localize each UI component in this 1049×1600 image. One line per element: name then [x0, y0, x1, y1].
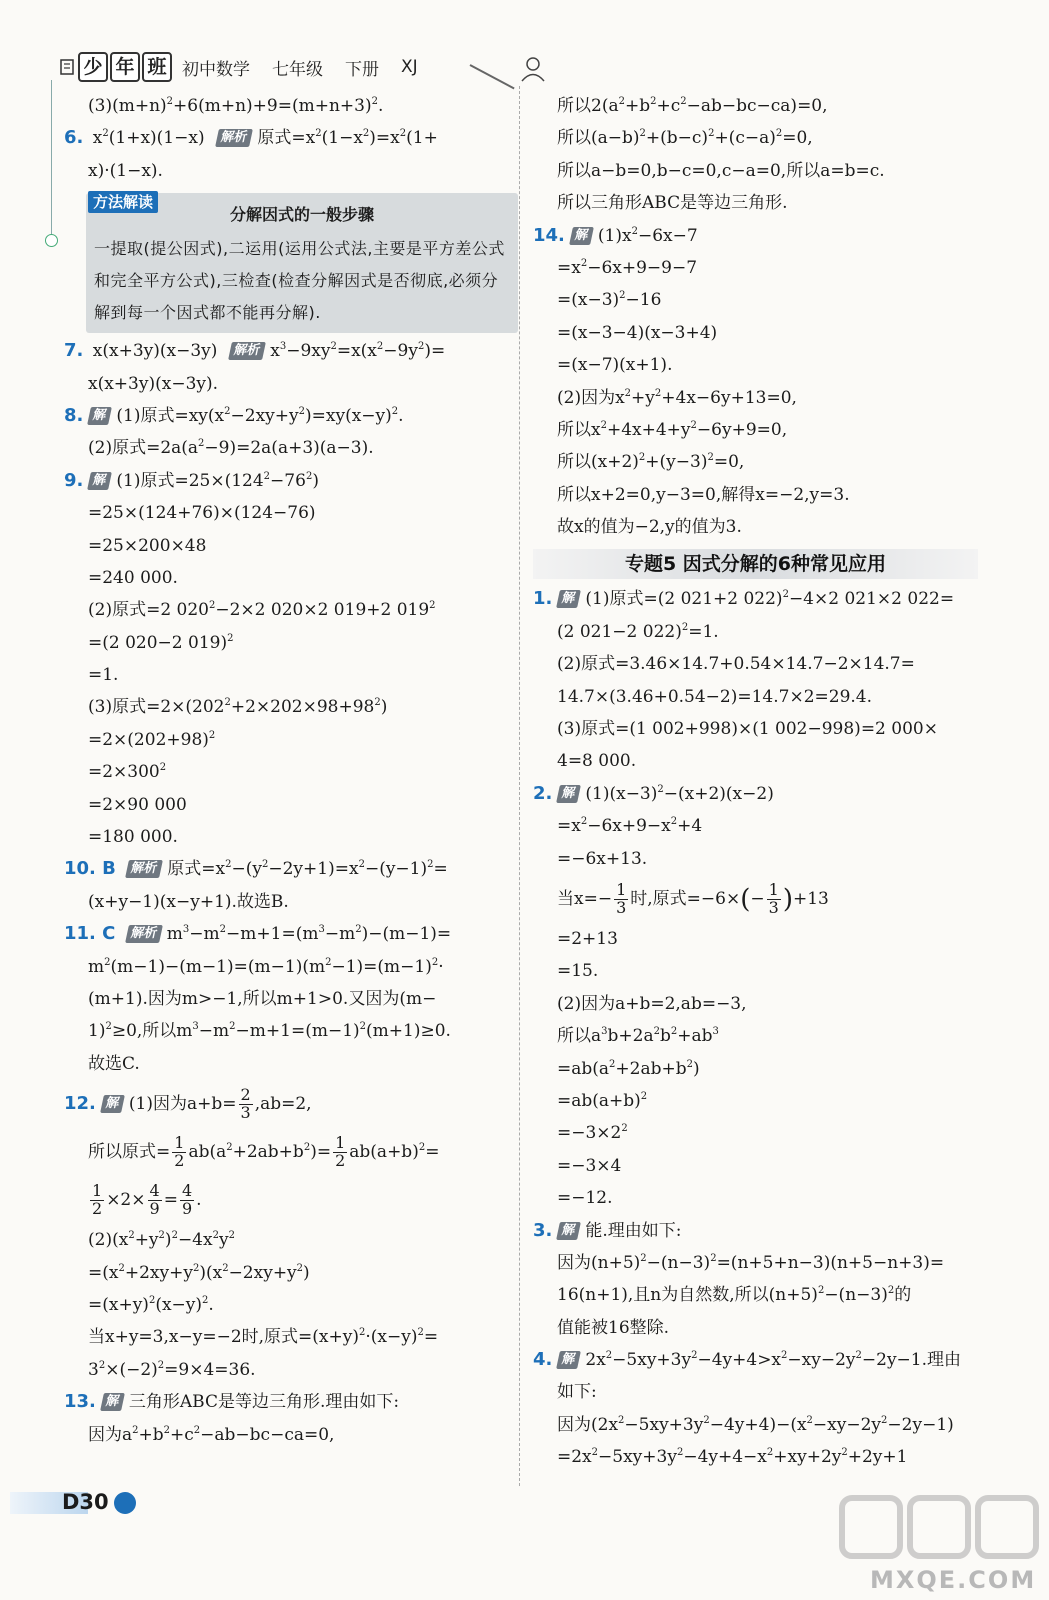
answer-line: $=2\times 300^2$ — [88, 762, 167, 783]
right-column — [533, 90, 978, 1474]
answer-9: 9. 解 (1)原式$=25\times(124^2-76^2)$ — [64, 469, 319, 491]
answer-line: $=-3\times 2^2$ — [557, 1123, 628, 1144]
answer-line: 所以$(a-b)^2+(b-c)^2+(c-a)^2=0$, — [557, 128, 813, 149]
topic-answer-2: 2. 解 $(1)(x-3)^2-(x+2)(x-2)$ — [533, 782, 774, 804]
solution-tag: 解 — [100, 1393, 125, 1411]
answer-line: =2+13 — [557, 928, 618, 949]
answer-line: $=(x-3)^2-16$ — [557, 290, 662, 311]
brand-char: 少 — [78, 52, 108, 82]
fraction: $\frac{1}{3}$ — [768, 880, 779, 917]
topic-answer-3: 3. 解 能.理由如下: — [533, 1219, 682, 1241]
answer-line: 14.7×(3.46+0.54−2)=14.7×2=29.4. — [557, 686, 873, 707]
answer-line: =−3×4 — [557, 1155, 622, 1176]
answer-line: 所以$(x+2)^2+(y-3)^2=0$, — [557, 452, 745, 473]
answer-line: 4=8 000. — [557, 751, 637, 772]
answer-line: (2)原式$=2a(a^2-9)=2a(a+3)(a-3)$. — [88, 438, 374, 459]
solution-tag: 解 — [100, 1095, 125, 1113]
answer-line: =180 000. — [88, 827, 178, 848]
analysis-tag: 解析 — [125, 860, 163, 878]
answer-10: 10. B 解析 原式$=x^2-(y^2-2y+1)=x^2-(y-1)^2=$ — [64, 858, 448, 880]
answer-6: 6. $x^2(1+x)(1-x)$ 解析 原式$=x^2(1-x^2)=x^2(1+$ — [64, 127, 438, 149]
brand-char: 年 — [110, 52, 140, 82]
answer-line: $\frac{1}{2}$ ×2× $\frac{4}{9}$ = $\frac{4}{9}$ . — [92, 1181, 202, 1219]
answer-line: $=ab(a^2+2ab+b^2)$ — [557, 1058, 700, 1079]
answer-line: =15. — [557, 961, 599, 982]
watermark-text: MXQE.COM — [870, 1566, 1037, 1594]
answer-line: 故x的值为−2,y的值为3. — [557, 517, 742, 538]
fraction: $\frac{4}{9}$ — [149, 1181, 160, 1219]
fraction: $\frac{1}{3}$ — [616, 880, 627, 917]
fraction: $\frac{1}{2}$ — [174, 1133, 185, 1171]
answer-line: (2)原式=2 $020^2-2\times 2$ 020×2 019+2 $019^2$ — [88, 600, 436, 621]
answer-line: =1. — [88, 665, 119, 686]
answer-line: 如下: — [557, 1382, 597, 1403]
column-divider — [519, 86, 520, 1486]
solution-tag: 解 — [87, 407, 112, 425]
answer-line: 所以$a^3b+2a^2b^2+ab^3$ — [557, 1026, 719, 1047]
answer-line: =25×200×48 — [88, 535, 207, 556]
binding-line — [51, 80, 52, 240]
solution-tag: 解 — [556, 1351, 581, 1369]
answer-line: 因为$(n+5)^2-(n-3)^2=(n+5+n-3)(n+5-n+3)=$ — [557, 1252, 945, 1273]
answer-line: $=x^2-6x+9-x^2+4$ — [557, 816, 703, 837]
answer-line: $=x^2-6x+9-9-7$ — [557, 257, 698, 278]
answer-7: 7. x(x+3y)(x−3y) 解析 $x^3-9xy^2=x(x^2-9y^2)=$ — [64, 340, 446, 362]
topic-answer-4: 4. 解 $2x^2-5xy+3y^2-4y+4>x^2-xy-2y^2-2y-1$.理由 — [533, 1349, 962, 1371]
method-tag: 方法解读 — [88, 191, 158, 213]
answer-line: $=2x^2-5xy+3y^2-4y+4-x^2+xy+2y^2+2y+1$ — [557, 1447, 908, 1468]
fraction: $\frac{2}{3}$ — [240, 1085, 251, 1123]
answer-line: 当x=− $\frac{1}{3}$ 时,原式=−6×(− $\frac{1}{3}$ )+13 — [557, 880, 829, 917]
answer-line: $3^2\times(-2)^2=9\times 4=36$. — [88, 1359, 256, 1380]
topic-title: 专题5 因式分解的6种常见应用 — [533, 549, 978, 579]
answer-line: =−12. — [557, 1188, 613, 1209]
answer-line: $=(x^2+2xy+y^2)(x^2-2xy+y^2)$ — [88, 1262, 310, 1283]
answer-line: =(x−7)(x+1). — [557, 355, 673, 376]
answer-line: (2 021−2 022)$^2$=1. — [557, 621, 719, 642]
page-circle-icon — [114, 1492, 136, 1514]
answer-line: =(2 020−2 019)$^2$ — [88, 632, 234, 653]
analysis-tag: 解析 — [228, 342, 266, 360]
fraction: $\frac{1}{2}$ — [335, 1133, 346, 1171]
answer-line: (3)原式=(1 002+998)×(1 002−998)=2 000× — [557, 719, 938, 740]
answer-line: (2)因为$x^2+y^2+4x-6y+13=0$, — [557, 387, 797, 408]
method-title: 分解因式的一般步骤 — [229, 205, 374, 225]
answer-line: (3)原式$=2\times(202^2+2\times 202\times 98+98^2)$ — [88, 697, 388, 718]
page-number-badge — [10, 1490, 130, 1516]
topic-answer-1: 1. 解 (1)原式=(2 021+2 022)$^2$−4×2 021×2 022= — [533, 588, 955, 610]
answer-line: 所以a−b=0,b−c=0,c−a=0,所以a=b=c. — [557, 160, 885, 181]
solution-tag: 解 — [569, 227, 594, 245]
left-column — [64, 90, 512, 1451]
answer-line: 因为$(2x^2-5xy+3y^2-4y+4)-(x^2-xy-2y^2-2y-1)$ — [557, 1414, 954, 1435]
answer-8: 8. 解 (1)原式$=xy(x^2-2xy+y^2)=xy(x-y)^2$. — [64, 404, 404, 426]
answer-line: x(x+3y)(x−3y). — [88, 373, 219, 394]
answer-line: 因为$a^2+b^2+c^2-ab-bc-ca=0$, — [88, 1424, 335, 1445]
solution-tag: 解 — [556, 785, 581, 803]
answer-line: 所以原式= $\frac{1}{2}$ $ab(a^2+2ab+b^2)=$ $\frac{1}{2}$ $ab(a+b)^2=$ — [88, 1133, 440, 1171]
answer-line: $m^2(m-1)-(m-1)=(m-1)(m^2-1)=(m-1)^2\cdot$ — [88, 956, 444, 977]
answer-line: 所以x+2=0,y−3=0,解得x=−2,y=3. — [557, 484, 850, 505]
answer-line: 故选C. — [88, 1053, 140, 1074]
solution-tag: 解 — [556, 590, 581, 608]
header-divider — [470, 64, 515, 89]
answer-line: (2)原式=3.46×14.7+0.54×14.7−2×14.7= — [557, 654, 915, 675]
answer-line: $=ab(a+b)^2$ — [557, 1090, 648, 1111]
header-subject: 初中数学 — [182, 59, 250, 80]
answer-line: (m+1).因为m>−1,所以m+1>0.又因为(m− — [88, 988, 437, 1009]
answer-line: 所以$2(a^2+b^2+c^2-ab-bc-ca)=0$, — [557, 96, 828, 116]
solution-tag: 解 — [556, 1222, 581, 1240]
analysis-tag: 解析 — [125, 925, 163, 943]
page-number: D30 — [62, 1490, 109, 1514]
answer-line: x)·(1−x). — [88, 160, 163, 181]
answer-line: $(3)(m+n)^2+6(m+n)+9=(m+n+3)^2$. — [88, 96, 384, 116]
brand-char: 班 — [142, 52, 172, 82]
header-volume: 下册 — [345, 59, 379, 80]
method-body: 一提取(提公因式),二运用(运用公式法,主要是平方差公式和完全平方公式),三检查(检查分解因式是否彻底,必须分解到每一个因式都不能再分解). — [94, 239, 505, 323]
answer-14: 14. 解 $(1)x^2-6x-7$ — [533, 224, 698, 246]
answer-line: 1)$^2$≥0,所以$m^3-m^2-m+1=(m-1)^2(m+1)\ge 0$. — [88, 1021, 451, 1042]
fraction: $\frac{1}{2}$ — [92, 1181, 103, 1219]
answer-line: =240 000. — [88, 567, 178, 588]
answer-line: (x+y−1)(x−y+1).故选B. — [88, 891, 289, 912]
answer-line: =25×(124+76)×(124−76) — [88, 503, 316, 524]
answer-line: $(2)(x^2+y^2)^2-4x^2y^2$ — [88, 1230, 235, 1251]
answer-line: 16(n+1),且n为自然数,所以$(n+5)^2-(n-3)^2$的 — [557, 1285, 912, 1306]
answer-line: $=2\times(202+98)^2$ — [88, 729, 216, 750]
answer-line: 所以$x^2+4x+4+y^2-6y+9=0$, — [557, 419, 788, 440]
answer-line: $=(x+y)^2(x-y)^2$. — [88, 1294, 214, 1315]
method-box — [86, 193, 518, 333]
header-edition: XJ — [401, 57, 418, 77]
binding-ring — [45, 234, 58, 247]
answer-line: =2×90 000 — [88, 794, 187, 815]
book-icon — [60, 58, 74, 76]
brand-logo — [60, 52, 174, 82]
answer-line: 当x+y=3,x−y=−2时,原式$=(x+y)^2\cdot(x-y)^2=$ — [88, 1327, 439, 1348]
answer-line: 所以三角形ABC是等边三角形. — [557, 193, 788, 214]
answer-13: 13. 解 三角形ABC是等边三角形.理由如下: — [64, 1391, 400, 1413]
fraction: $\frac{4}{9}$ — [181, 1181, 193, 1219]
analysis-tag: 解析 — [215, 129, 253, 147]
answer-11: 11. C 解析 $m^3-m^2-m+1=(m^3-m^2)-(m-1)=$ — [64, 923, 452, 945]
header-grade: 七年级 — [272, 59, 323, 80]
page-header — [60, 52, 440, 82]
answer-line: =−6x+13. — [557, 848, 648, 869]
answer-line: 值能被16整除. — [557, 1317, 670, 1338]
answer-12: 12. 解 (1)因为a+b= $\frac{2}{3}$ ,ab=2, — [64, 1085, 312, 1123]
person-icon — [518, 54, 548, 84]
solution-tag: 解 — [87, 472, 112, 490]
answer-line: (2)因为a+b=2,ab=−3, — [557, 993, 747, 1014]
answer-line: =(x−3−4)(x−3+4) — [557, 322, 718, 343]
